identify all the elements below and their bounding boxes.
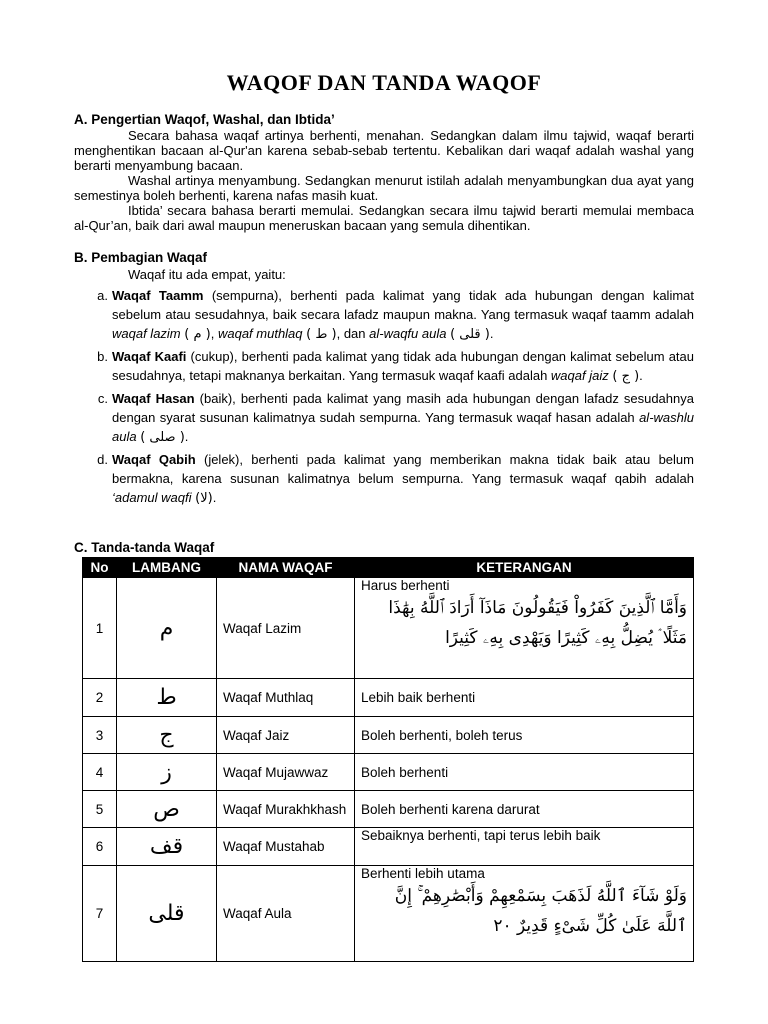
section-c: [74, 539, 694, 556]
cell-nama: Waqaf Mustahab: [217, 828, 355, 866]
table-row: [83, 578, 694, 679]
cell-nama: Waqaf Lazim: [217, 578, 355, 679]
section-a-paragraph-1: Secara bahasa waqaf artinya berhenti, menahan. Sedangkan dalam ilmu tajwid, waqaf berarti menghentikan bacaan al-Qur'an karena sebab-sebab tertentu. Kebalikan dari waqaf adalah washal yang berarti menyambung bacaan.: [74, 128, 694, 173]
cell-no: 3: [83, 717, 117, 754]
keterangan-text: Berhenti lebih utama: [361, 866, 485, 881]
cell-no: 5: [83, 791, 117, 828]
section-c-heading: C. Tanda-tanda Waqaf: [74, 540, 215, 555]
table-row: [83, 828, 694, 866]
table-row: [83, 754, 694, 791]
separator: .: [639, 368, 643, 383]
list-item-text: [112, 347, 694, 386]
cell-symbol: ص: [117, 791, 217, 828]
symbol: ( ج ): [612, 369, 640, 384]
cell-no: 7: [83, 866, 117, 962]
waqaf-table: [82, 557, 694, 962]
cell-no: 4: [83, 754, 117, 791]
cell-no: 2: [83, 679, 117, 717]
term-italic: waqaf lazim: [112, 326, 181, 341]
term-italic: waqaf jaiz: [550, 368, 609, 383]
section-b: [74, 249, 694, 508]
table-row: [83, 791, 694, 828]
list-marker: c.: [97, 391, 108, 406]
term-italic: al-waqfu aula: [369, 326, 447, 341]
cell-symbol: ج: [117, 717, 217, 754]
term: Waqaf Qabih: [112, 452, 196, 467]
separator: ,: [210, 326, 218, 341]
header-no: No: [83, 558, 117, 578]
cell-keterangan: Sebaiknya berhenti, tapi terus lebih baik: [355, 828, 694, 866]
section-a: [74, 111, 694, 233]
separator: .: [184, 429, 189, 444]
header-nama: NAMA WAQAF: [217, 558, 355, 578]
term: Waqaf Kaafi: [112, 349, 187, 364]
table-row: [83, 866, 694, 962]
cell-no: 6: [83, 828, 117, 866]
table-row: [83, 717, 694, 754]
cell-keterangan: [355, 578, 694, 679]
section-b-heading: B. Pembagian Waqaf: [74, 250, 208, 265]
description: (cukup), berhenti pada kalimat yang tidak ada hubungan dengan kalimat sebelum atau sesudahnya, tetapi maknanya berkaitan. Yang termasuk waqaf kaafi adalah: [112, 349, 694, 383]
term-italic: al-washlu aula: [112, 410, 694, 444]
cell-symbol: ط: [117, 679, 217, 717]
cell-keterangan: Boleh berhenti, boleh terus: [355, 717, 694, 754]
symbol: ( ط ): [306, 327, 337, 342]
table-row: [83, 679, 694, 717]
term-italic: ‘adamul waqfi: [112, 490, 192, 505]
cell-nama: Waqaf Mujawwaz: [217, 754, 355, 791]
separator: .: [212, 490, 217, 505]
cell-symbol: قف: [117, 828, 217, 866]
cell-nama: Waqaf Muthlaq: [217, 679, 355, 717]
cell-nama: Waqaf Murakhkhash: [217, 791, 355, 828]
section-a-heading: A. Pengertian Waqof, Washal, dan Ibtida’: [74, 112, 335, 127]
cell-symbol: ز: [117, 754, 217, 791]
cell-no: 1: [83, 578, 117, 679]
symbol: ( قلى ): [450, 327, 490, 342]
header-lambang: LAMBANG: [117, 558, 217, 578]
section-a-paragraph-3: Ibtida’ secara bahasa berarti memulai. Sedangkan secara ilmu tajwid berarti memulai membaca al-Qur’an, baik dari awal maupun meneruskan bacaan yang semula dihentikan.: [74, 203, 694, 233]
separator: .: [489, 326, 494, 341]
symbol: ( صلى ): [140, 430, 185, 445]
symbol: (لا): [195, 491, 213, 506]
cell-keterangan: Boleh berhenti: [355, 754, 694, 791]
description: (sempurna), berhenti pada kalimat yang tidak ada hubungan dengan kalimat sebelum atau sesudahnya, baik secara lafadz maupun makna. Yang termasuk waqaf taamm adalah: [112, 288, 695, 322]
list-marker: b.: [97, 349, 108, 364]
list-item-c: [74, 389, 694, 447]
list-item-a: [74, 286, 694, 344]
description: (baik), berhenti pada kalimat yang masih ada hubungan dengan lafadz sesudahnya dengan syarat susunan kalimatnya sudah sempurna. Yang termasuk waqaf hasan adalah: [112, 391, 694, 425]
list-marker: a.: [97, 288, 108, 303]
description: (jelek), berhenti pada kalimat yang memberikan makna tidak baik atau belum bermakna, karena susunan kalimatnya belum sempurna. Yang termasuk waqaf qabih adalah: [112, 452, 694, 486]
quran-verse: وَأَمَّا ٱلَّذِينَ كَفَرُواْ فَيَقُولُونَ مَاذَآ أَرَادَ ٱللَّهُ بِهَٰذَا مَثَلًا ۘ يُضِلُّ بِهِۦ كَثِيرًا وَيَهْدِى بِهِۦ كَثِيرًا: [388, 598, 687, 648]
separator: , dan: [336, 326, 370, 341]
header-keterangan: KETERANGAN: [355, 558, 694, 578]
quran-verse: وَلَوْ شَآءَ ٱللَّهُ لَذَهَبَ بِسَمْعِهِمْ وَأَبْصَٰرِهِمْ ۚ إِنَّ ٱللَّهَ عَلَىٰ كُلِّ شَىْءٍ قَدِيرٌ ٢٠: [394, 886, 687, 936]
section-a-paragraph-2: Washal artinya menyambung. Sedangkan menurut istilah adalah menyambungkan dua ayat yang semestinya boleh berhenti, karena nafas masih kuat.: [74, 173, 694, 203]
list-item-b: [74, 347, 694, 386]
list-item-text: [112, 286, 694, 344]
page-title: WAQOF DAN TANDA WAQOF: [226, 70, 542, 95]
list-item-d: [74, 450, 694, 508]
term: Waqaf Taamm: [112, 288, 204, 303]
keterangan-text: Harus berhenti: [361, 578, 450, 593]
cell-symbol: قلى: [117, 866, 217, 962]
list-item-text: [112, 389, 694, 447]
table-header-row: [83, 558, 694, 578]
cell-symbol: م: [117, 578, 217, 679]
cell-keterangan: [355, 866, 694, 962]
cell-nama: Waqaf Aula: [217, 866, 355, 962]
list-marker: d.: [97, 452, 108, 467]
list-item-text: [112, 450, 694, 508]
cell-keterangan: Boleh berhenti karena darurat: [355, 791, 694, 828]
term: Waqaf Hasan: [112, 391, 195, 406]
term-italic: waqaf muthlaq: [217, 326, 303, 341]
symbol: ( م ): [184, 327, 211, 342]
cell-nama: Waqaf Jaiz: [217, 717, 355, 754]
section-b-intro: Waqaf itu ada empat, yaitu:: [128, 267, 286, 282]
cell-keterangan: Lebih baik berhenti: [355, 679, 694, 717]
